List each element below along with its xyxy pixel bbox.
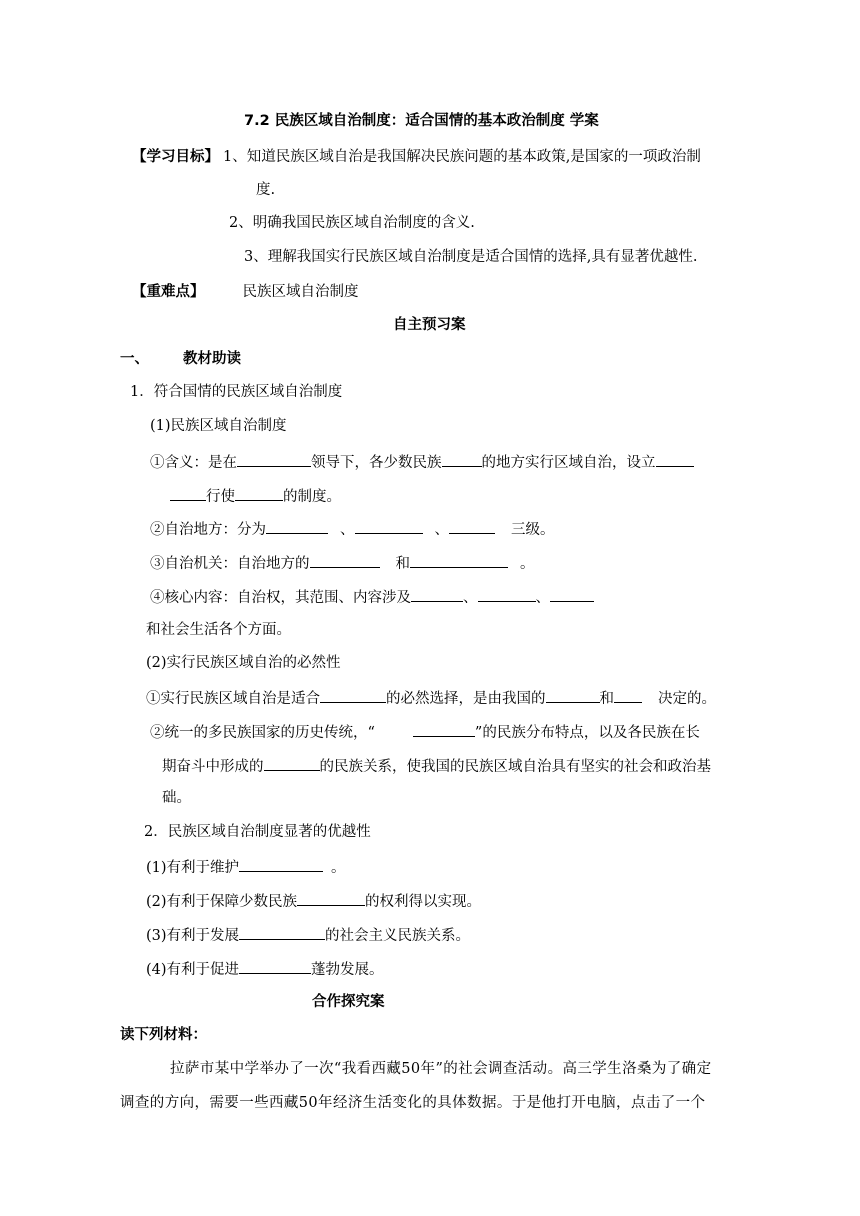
necessity3-text-a: 期奋斗中形成的 — [162, 759, 264, 775]
blank-history[interactable] — [546, 687, 600, 703]
definition-text-b: 领导下，各少数民族 — [311, 455, 442, 471]
necessity-text-c: 和 — [599, 691, 614, 707]
cooperation-section-title: 合作探究案 — [312, 994, 385, 1010]
blank-organ-2[interactable] — [410, 552, 508, 568]
document-title: 7.2 民族区域自治制度：适合国情的基本政治制度 学案 — [244, 113, 599, 129]
blank-advantage-4[interactable] — [239, 958, 311, 974]
necessity-text-b: 的必然选择，是由我国的 — [386, 691, 546, 707]
necessity3-text-b: 的民族关系，使我国的民族区域自治具有坚实的社会和政治基 — [319, 759, 711, 775]
definition-line-2 — [170, 485, 341, 507]
key-points-row — [132, 282, 359, 302]
advantage-3 — [146, 924, 470, 946]
part-one-number: 一、 — [120, 351, 149, 367]
definition-text-e: 的制度。 — [283, 489, 341, 505]
advantage-3-text-b: 的社会主义民族关系。 — [325, 928, 471, 944]
blank-advantage-3[interactable] — [239, 924, 325, 940]
necessity-line-3 — [162, 755, 711, 777]
advantage-2 — [146, 890, 481, 912]
places-line — [150, 518, 555, 540]
blank-relations[interactable] — [264, 755, 320, 771]
blank-leadership[interactable] — [237, 451, 311, 467]
definition-text-a: ①含义：是在 — [150, 455, 237, 471]
necessity-line-1 — [146, 687, 716, 709]
blank-reality[interactable] — [614, 687, 642, 703]
blank-exercise[interactable] — [235, 485, 283, 501]
objective-item-1-line-2: 度. — [256, 182, 276, 198]
sub-1-title: (1)民族区域自治制度 — [150, 418, 287, 434]
advantage-2-text-a: (2)有利于保障少数民族 — [146, 894, 298, 910]
necessity-text-a: ①实行民族区域自治是适合 — [146, 691, 320, 707]
blank-place-2[interactable] — [355, 518, 423, 534]
advantage-1 — [146, 856, 346, 878]
organs-text-a: ③自治机关：自治地方的 — [150, 556, 310, 572]
blank-distribution[interactable] — [413, 721, 475, 737]
part-one-heading — [120, 349, 241, 369]
key-points-label: 【重难点】 — [132, 284, 205, 300]
sub-2-title: (2)实行民族区域自治的必然性 — [146, 655, 341, 671]
question-1-title: 1．符合国情的民族区域自治制度 — [130, 384, 343, 400]
definition-text-d: 行使 — [206, 489, 235, 505]
organs-end: 。 — [520, 556, 535, 572]
advantage-4 — [146, 958, 384, 980]
blank-advantage-2[interactable] — [297, 890, 365, 906]
places-sep-2: 、 — [434, 522, 449, 538]
blank-core-1[interactable] — [411, 586, 463, 602]
core-text-a: ④核心内容：自治权，其范围、内容涉及 — [150, 590, 411, 606]
advantage-4-text-a: (4)有利于促进 — [146, 962, 240, 978]
material-paragraph-line-1: 拉萨市某中学举办了一次“我看西藏50年”的社会调查活动。高三学生洛桑为了确定 — [170, 1061, 712, 1077]
blank-organs[interactable] — [170, 485, 206, 501]
core-line-2: 和社会生活各个方面。 — [146, 622, 291, 638]
blank-advantage-1[interactable] — [239, 856, 323, 872]
advantage-1-text-a: (1)有利于维护 — [146, 860, 240, 876]
advantage-4-text-b: 蓬勃发展。 — [311, 962, 384, 978]
places-end: 三级。 — [511, 522, 555, 538]
objectives-label: 【学习目标】 — [132, 149, 219, 165]
places-text-a: ②自治地方：分为 — [150, 522, 266, 538]
necessity-text-d: 决定的。 — [658, 691, 716, 707]
blank-organ-1[interactable] — [310, 552, 380, 568]
advantage-1-text-b: 。 — [331, 860, 346, 876]
blank-core-3[interactable] — [550, 586, 594, 602]
blank-establish[interactable] — [656, 451, 694, 467]
material-paragraph-line-2: 调查的方向，需要一些西藏50年经济生活变化的具体数据。于是他打开电脑，点击了一个 — [120, 1095, 706, 1111]
core-line-1 — [150, 586, 594, 608]
necessity-line-4: 础。 — [162, 790, 191, 806]
organs-line — [150, 552, 535, 574]
objective-item-1-line-1: 1、知道民族区域自治是我国解决民族问题的基本政策,是国家的一项政治制 — [223, 149, 701, 165]
key-points-text: 民族区域自治制度 — [242, 284, 359, 300]
core-sep-1: 、 — [463, 590, 478, 606]
blank-core-2[interactable] — [478, 586, 536, 602]
objective-item-3: 3、理解我国实行民族区域自治制度是适合国情的选择,具有显著优越性. — [244, 249, 698, 265]
blank-place-3[interactable] — [449, 518, 495, 534]
necessity2-text-a: ②统一的多民族国家的历史传统，“ — [150, 725, 375, 741]
read-material-label: 读下列材料： — [120, 1027, 207, 1043]
definition-line-1 — [150, 451, 694, 473]
blank-fit[interactable] — [320, 687, 386, 703]
necessity-line-2 — [150, 721, 700, 743]
objective-item-2: 2、明确我国民族区域自治制度的含义. — [229, 215, 475, 231]
blank-settlement[interactable] — [442, 451, 482, 467]
objectives-row-1 — [132, 147, 701, 167]
organs-text-b: 和 — [395, 556, 410, 572]
necessity2-text-b: ”的民族分布特点，以及各民族在长 — [474, 725, 700, 741]
part-one-title: 教材助读 — [183, 351, 241, 367]
core-sep-2: 、 — [535, 590, 550, 606]
blank-place-1[interactable] — [266, 518, 328, 534]
definition-text-c: 的地方实行区域自治，设立 — [481, 455, 656, 471]
advantage-3-text-a: (3)有利于发展 — [146, 928, 240, 944]
advantage-2-text-b: 的权利得以实现。 — [365, 894, 482, 910]
places-sep-1: 、 — [340, 522, 355, 538]
question-2-title: 2．民族区域自治制度显著的优越性 — [144, 824, 371, 840]
preview-section-title: 自主预习案 — [393, 317, 466, 333]
